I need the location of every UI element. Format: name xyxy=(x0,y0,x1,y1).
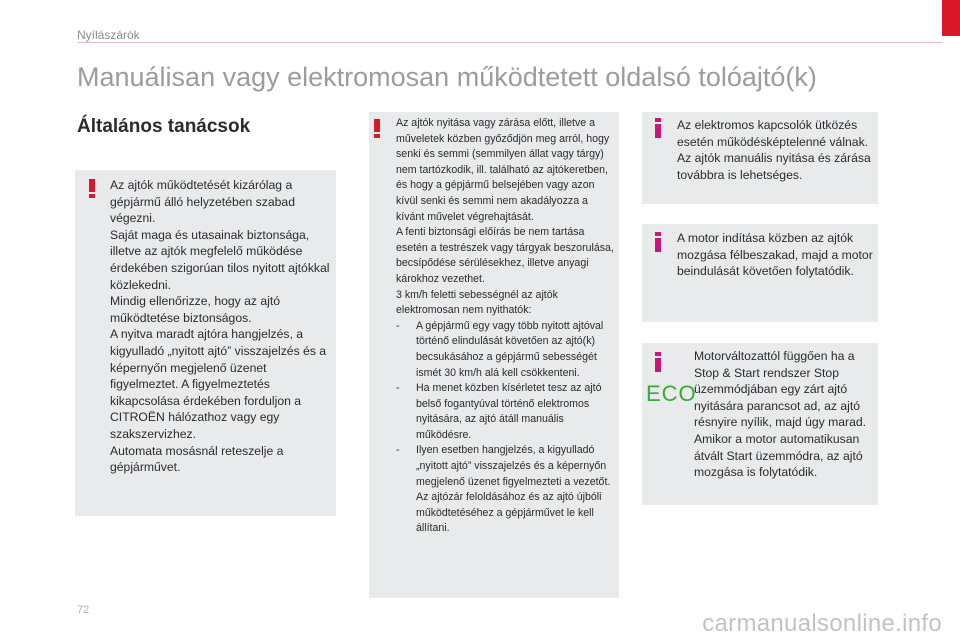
info-icon xyxy=(655,118,661,138)
info-icon xyxy=(655,352,661,372)
list-item xyxy=(396,443,618,537)
list-dash: - xyxy=(396,444,400,457)
middle-paragraph: A fenti biztonsági előírás be nem tartása esetén a testrészek vagy tárgyak beszorulása, becsípődése sérülésekhez, illetve anyagi károkhoz vezethet. xyxy=(396,226,614,285)
left-paragraph: Automata mosásnál reteszelje a gépjárművet. xyxy=(110,443,284,475)
left-paragraph: Az ajtók működtetését kizárólag a gépjármű álló helyzetében szabad végezni. xyxy=(110,178,295,226)
section-label: Nyílászárók xyxy=(77,28,140,42)
left-paragraph: Saját maga és utasainak biztonsága, illetve az ajtók megfelelő működése érdekében szigorúan tilos nyitott ajtókkal közlekedni. xyxy=(110,227,330,292)
left-panel-text xyxy=(110,177,332,476)
info-note-2: A motor indítása közben az ajtók mozgása félbeszakad, majd a motor beindulását követően folytatódik. xyxy=(677,231,873,279)
list-item xyxy=(396,319,618,381)
list-item xyxy=(396,381,618,443)
middle-paragraph: 3 km/h feletti sebességnél az ajtók elektromosan nem nyithatók: xyxy=(396,288,558,317)
page-title: Manuálisan vagy elektromosan működtetett oldalsó tolóajtó(k) xyxy=(77,62,817,92)
header-divider xyxy=(77,42,942,43)
list-item-text: Ilyen esetben hangjelzés, a kigyulladó „nyitott ajtó” visszajelzés és a képernyőn megjelenő üzenet figyelmezteti a vezetőt. Az ajtózár feloldásához és az ajtó újbóli működtetéséhez a gépjárművet le kell állítani. xyxy=(416,444,611,535)
page-number: 72 xyxy=(77,604,90,616)
info-icon xyxy=(655,232,661,252)
list-item-text: A gépjármű egy vagy több nyitott ajtóval történő elindulását követően az ajtó(k) becsukásához a gépjármű sebességét ismét 30 km/h alá kell csökkenteni. xyxy=(416,319,604,379)
watermark: carmanualsonline.info xyxy=(702,610,942,637)
section-subtitle: Általános tanácsok xyxy=(77,116,251,137)
info-note-3: Motorváltozattól függően ha a Stop & Start rendszer Stop üzemmódjában egy zárt ajtó nyitására parancsot ad, az ajtó résnyire nyílik, majd úgy marad. Amikor a motor automatikusan átvált Start üzemmódra, az ajtó mozgása is folytatódik. xyxy=(694,349,867,480)
info-note-1: Az elektromos kapcsolók ütközés esetén működésképtelenné válnak. Az ajtók manuális nyitása és zárása továbbra is lehetséges. xyxy=(677,118,871,182)
warning-exclamation-icon xyxy=(89,179,95,198)
warning-exclamation-icon xyxy=(374,119,380,138)
list-dash: - xyxy=(396,319,400,332)
list-item-text: Ha menet közben kísérletet tesz az ajtó belső fogantyúval történő elektromos nyitására, az ajtó átáll manuális működésre. xyxy=(416,382,602,441)
left-paragraph: Mindig ellenőrizze, hogy az ajtó működtetése biztonságos. xyxy=(110,294,281,325)
middle-paragraph: Az ajtók nyitása vagy zárása előtt, illetve a műveletek közben győződjön meg arról, hogy senki és semmi (semmilyen állat vagy tárgy) nem tartózkodik, ill. található az ajtókeretben, és hogy a gépjármű belsejében vagy azon kívül senki és semmi nem akadályozza a kívánt művelet végrehajtását. xyxy=(396,117,610,223)
middle-panel-text xyxy=(396,116,618,537)
left-paragraph: A nyitva maradt ajtóra hangjelzés, a kigyulladó „nyitott ajtó” visszajelzés és a képernyőn megjelenő üzenet figyelmeztet. A figyelmeztetés kikapcsolása érdekében forduljon a CITROËN hálózathoz vagy egy szakszervizhez. xyxy=(110,327,327,441)
corner-tab-marker xyxy=(942,0,960,36)
list-dash: - xyxy=(396,382,400,395)
eco-icon: ECO xyxy=(646,381,697,406)
